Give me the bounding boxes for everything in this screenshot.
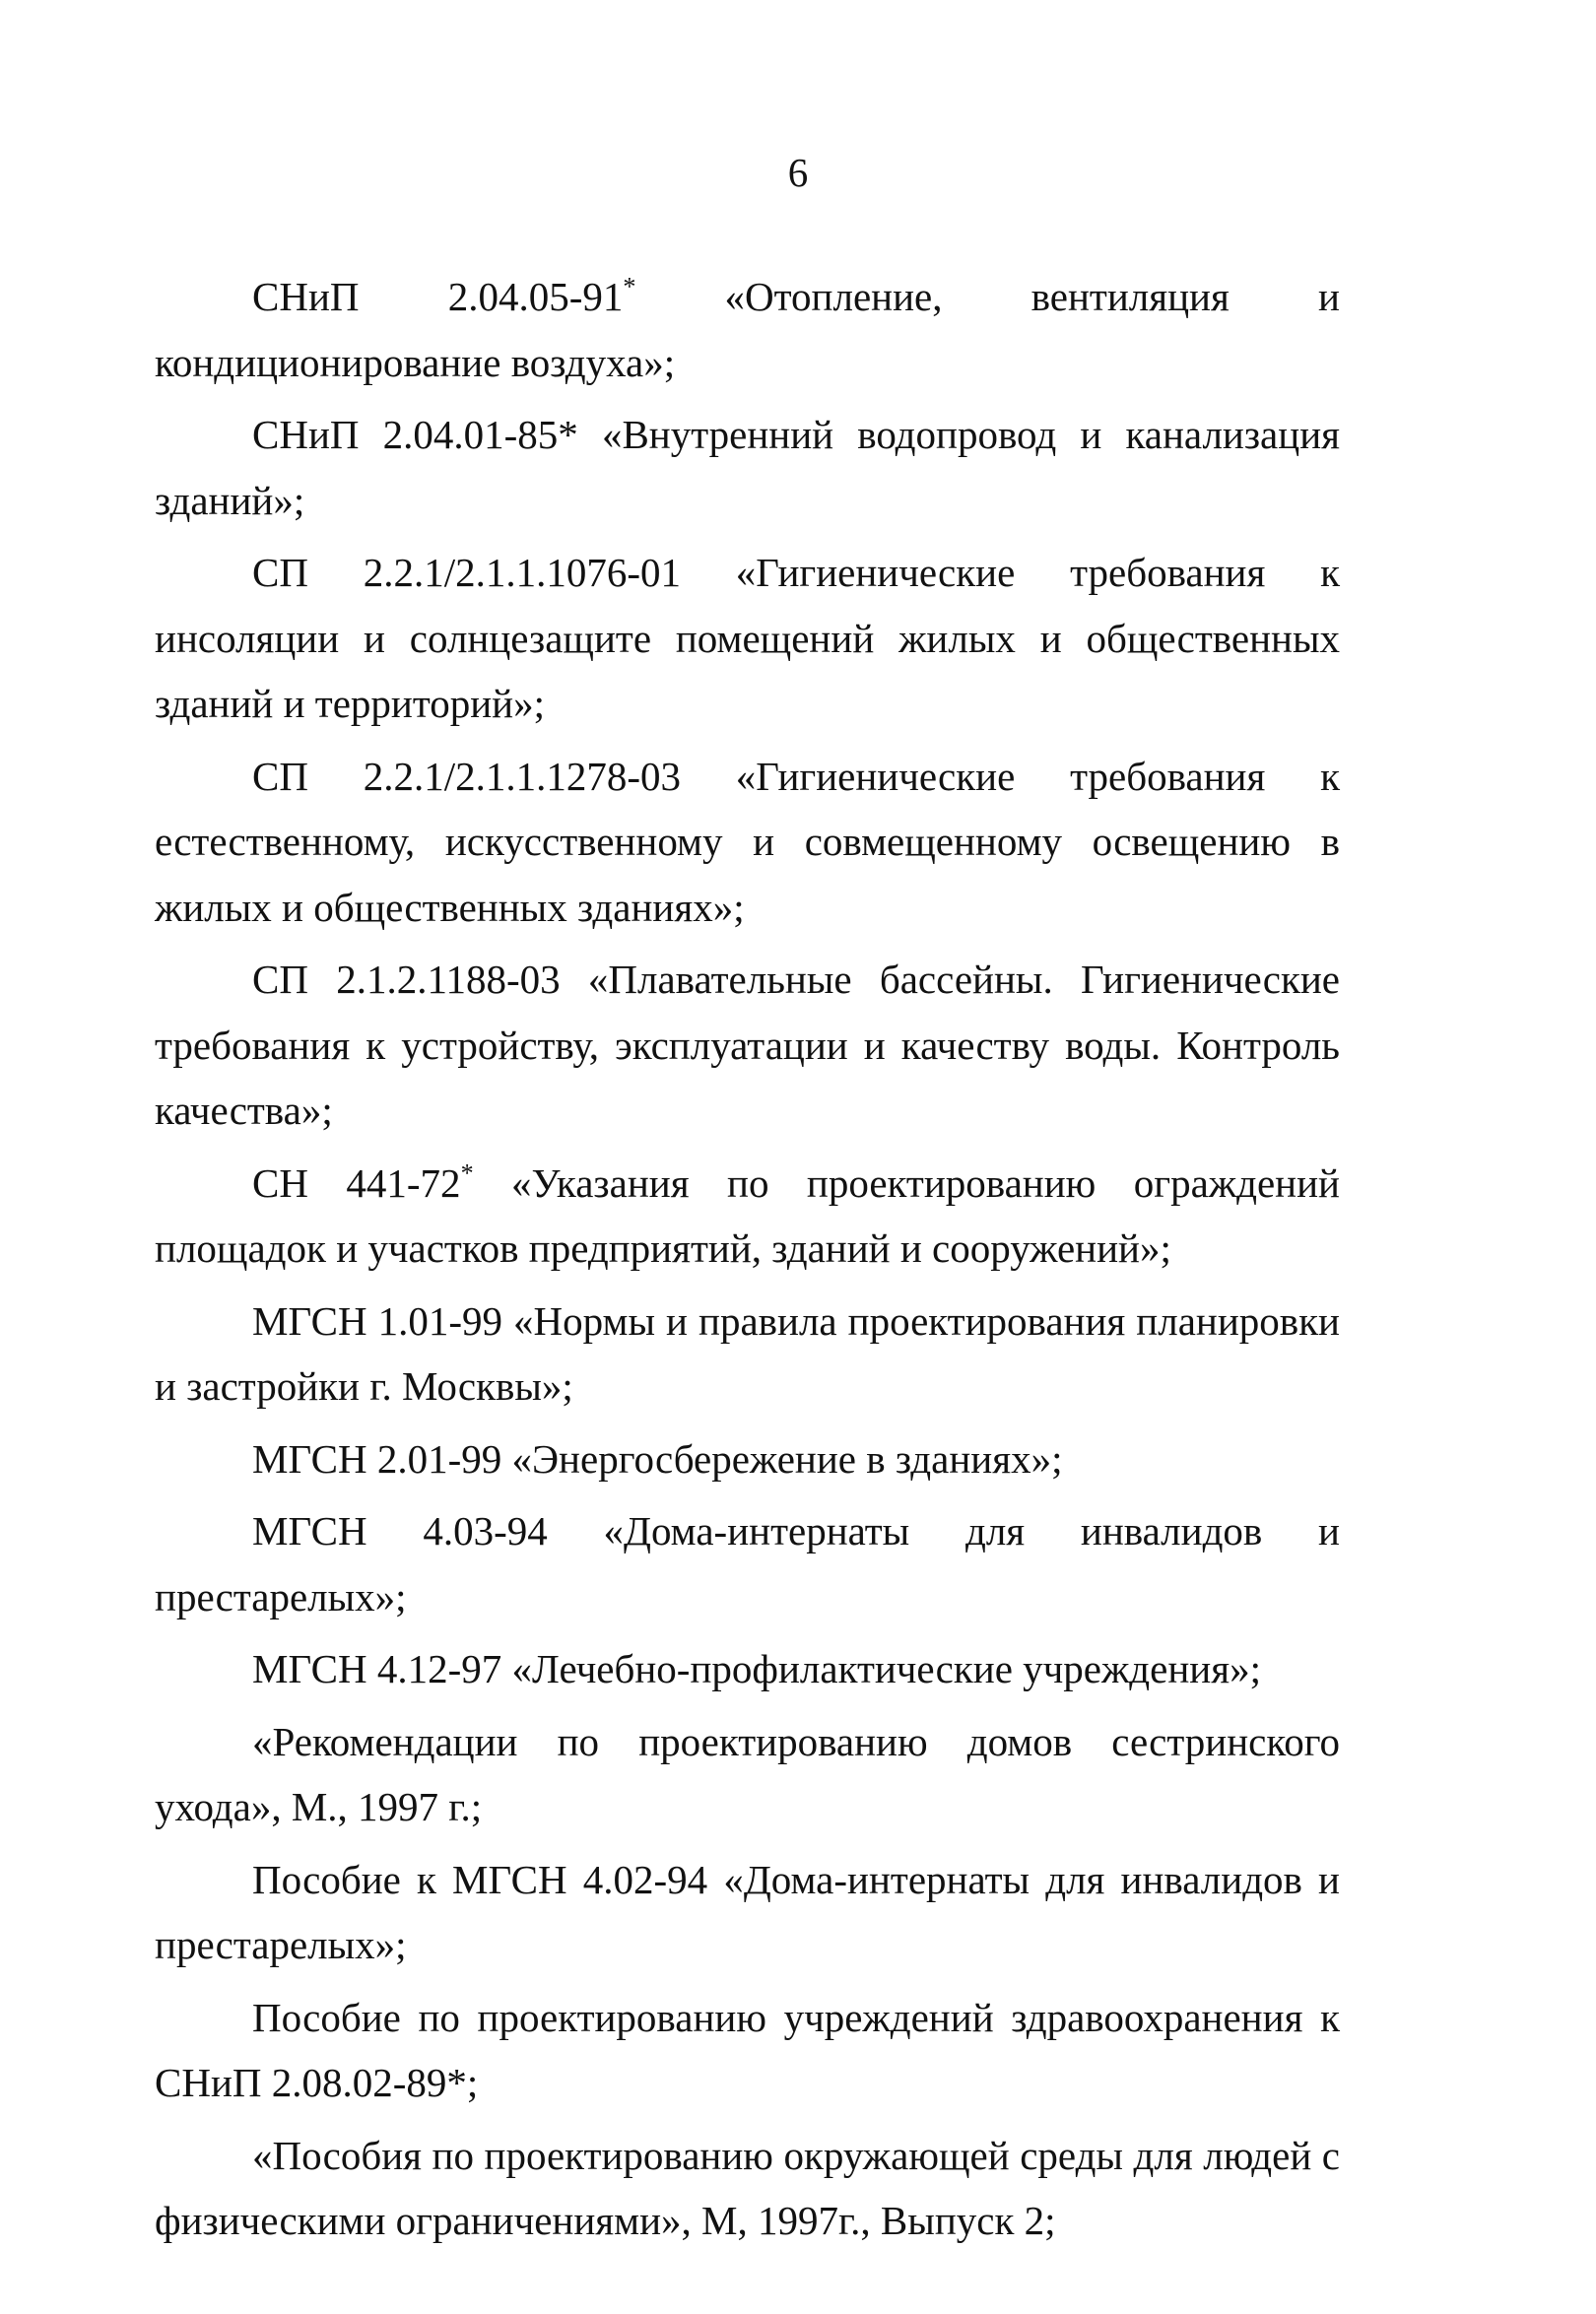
norm-reference-sn-441-72: [155, 1151, 1340, 1282]
asterisk-mark: *: [623, 272, 636, 301]
norm-reference-snip-2-04-05-91: [155, 264, 1340, 395]
norm-title: «Внутренний водопровод и канализация зданий»;: [155, 412, 1340, 523]
norm-title: Пособие по проектированию учреждений здравоохранения к СНиП 2.08.02-89*;: [155, 1994, 1340, 2105]
norm-code: МГСН 2.01-99: [252, 1435, 502, 1482]
norm-code: СНиП 2.04.05-91: [252, 274, 624, 319]
asterisk-mark: *: [460, 1157, 474, 1187]
norm-code: МГСН 4.12-97: [252, 1646, 502, 1691]
norm-title: «Рекомендации по проектированию домов сестринского ухода», М., 1997 г.;: [155, 1718, 1340, 1829]
norm-reference-nursing-homes-recommendations: [155, 1709, 1340, 1840]
norm-reference-healthcare-design-manual: [155, 1985, 1340, 2116]
norm-title: «Гигиенические требования к инсоляции и солнцезащите помещений жилых и общественных зданий и территорий»;: [155, 550, 1341, 726]
norm-reference-mgsn-4-03-94: [155, 1498, 1340, 1629]
norm-code: СП 2.2.1/2.1.1.1076-01: [252, 550, 682, 595]
norm-title: «Пособия по проектированию окружающей среды для людей с физическими ограничениями», М, 1997г., Выпуск 2;: [155, 2132, 1340, 2243]
norm-reference-accessibility-manual: [155, 2123, 1340, 2254]
norm-title: «Лечебно-профилактические учреждения»;: [501, 1646, 1261, 1691]
norm-reference-snip-2-04-01-85: [155, 402, 1340, 533]
norm-reference-mgsn-1-01-99: [155, 1289, 1340, 1420]
norm-reference-sp-1188-03: [155, 947, 1340, 1144]
norm-title: «Отопление, вентиляция и кондиционирование воздуха»;: [155, 274, 1340, 385]
norm-reference-mgsn-4-02-94-manual: [155, 1847, 1340, 1978]
norm-title: «Энергосбережение в зданиях»;: [501, 1435, 1063, 1482]
norm-code: СП 2.1.2.1188-03: [252, 957, 561, 1002]
norm-title: «Нормы и правила проектирования планировки и застройки г. Москвы»;: [155, 1297, 1341, 1409]
norm-reference-mgsn-4-12-97: [155, 1636, 1340, 1702]
norm-title: «Дома-интернаты для инвалидов и престарелых»;: [155, 1508, 1340, 1620]
norm-code: МГСН 4.03-94: [252, 1508, 548, 1554]
norm-title: Пособие к МГСН 4.02-94 «Дома-интернаты для инвалидов и престарелых»;: [155, 1856, 1340, 1967]
norm-reference-sp-1278-03: [155, 744, 1340, 941]
norm-code: СН 441-72: [252, 1159, 461, 1206]
norm-title: «Плавательные бассейны. Гигиенические требования к устройству, эксплуатации и качеству воды. Контроль качества»;: [155, 957, 1340, 1133]
norm-code: СП 2.2.1/2.1.1.1278-03: [252, 753, 682, 799]
norm-reference-sp-1076-01: [155, 540, 1340, 737]
page-number: 6: [787, 150, 809, 195]
document-body: [155, 264, 1340, 2254]
norm-title: «Гигиенические требования к естественному, искусственному и совмещенному освещению в жилых и общественных зданиях»;: [155, 753, 1341, 930]
norm-code: МГСН 1.01-99: [252, 1297, 503, 1344]
norm-code: СНиП 2.04.01-85*: [252, 412, 578, 457]
norm-title: «Указания по проектированию ограждений площадок и участков предприятий, зданий и сооружений»;: [155, 1159, 1340, 1271]
norm-reference-mgsn-2-01-99: [155, 1426, 1340, 1492]
